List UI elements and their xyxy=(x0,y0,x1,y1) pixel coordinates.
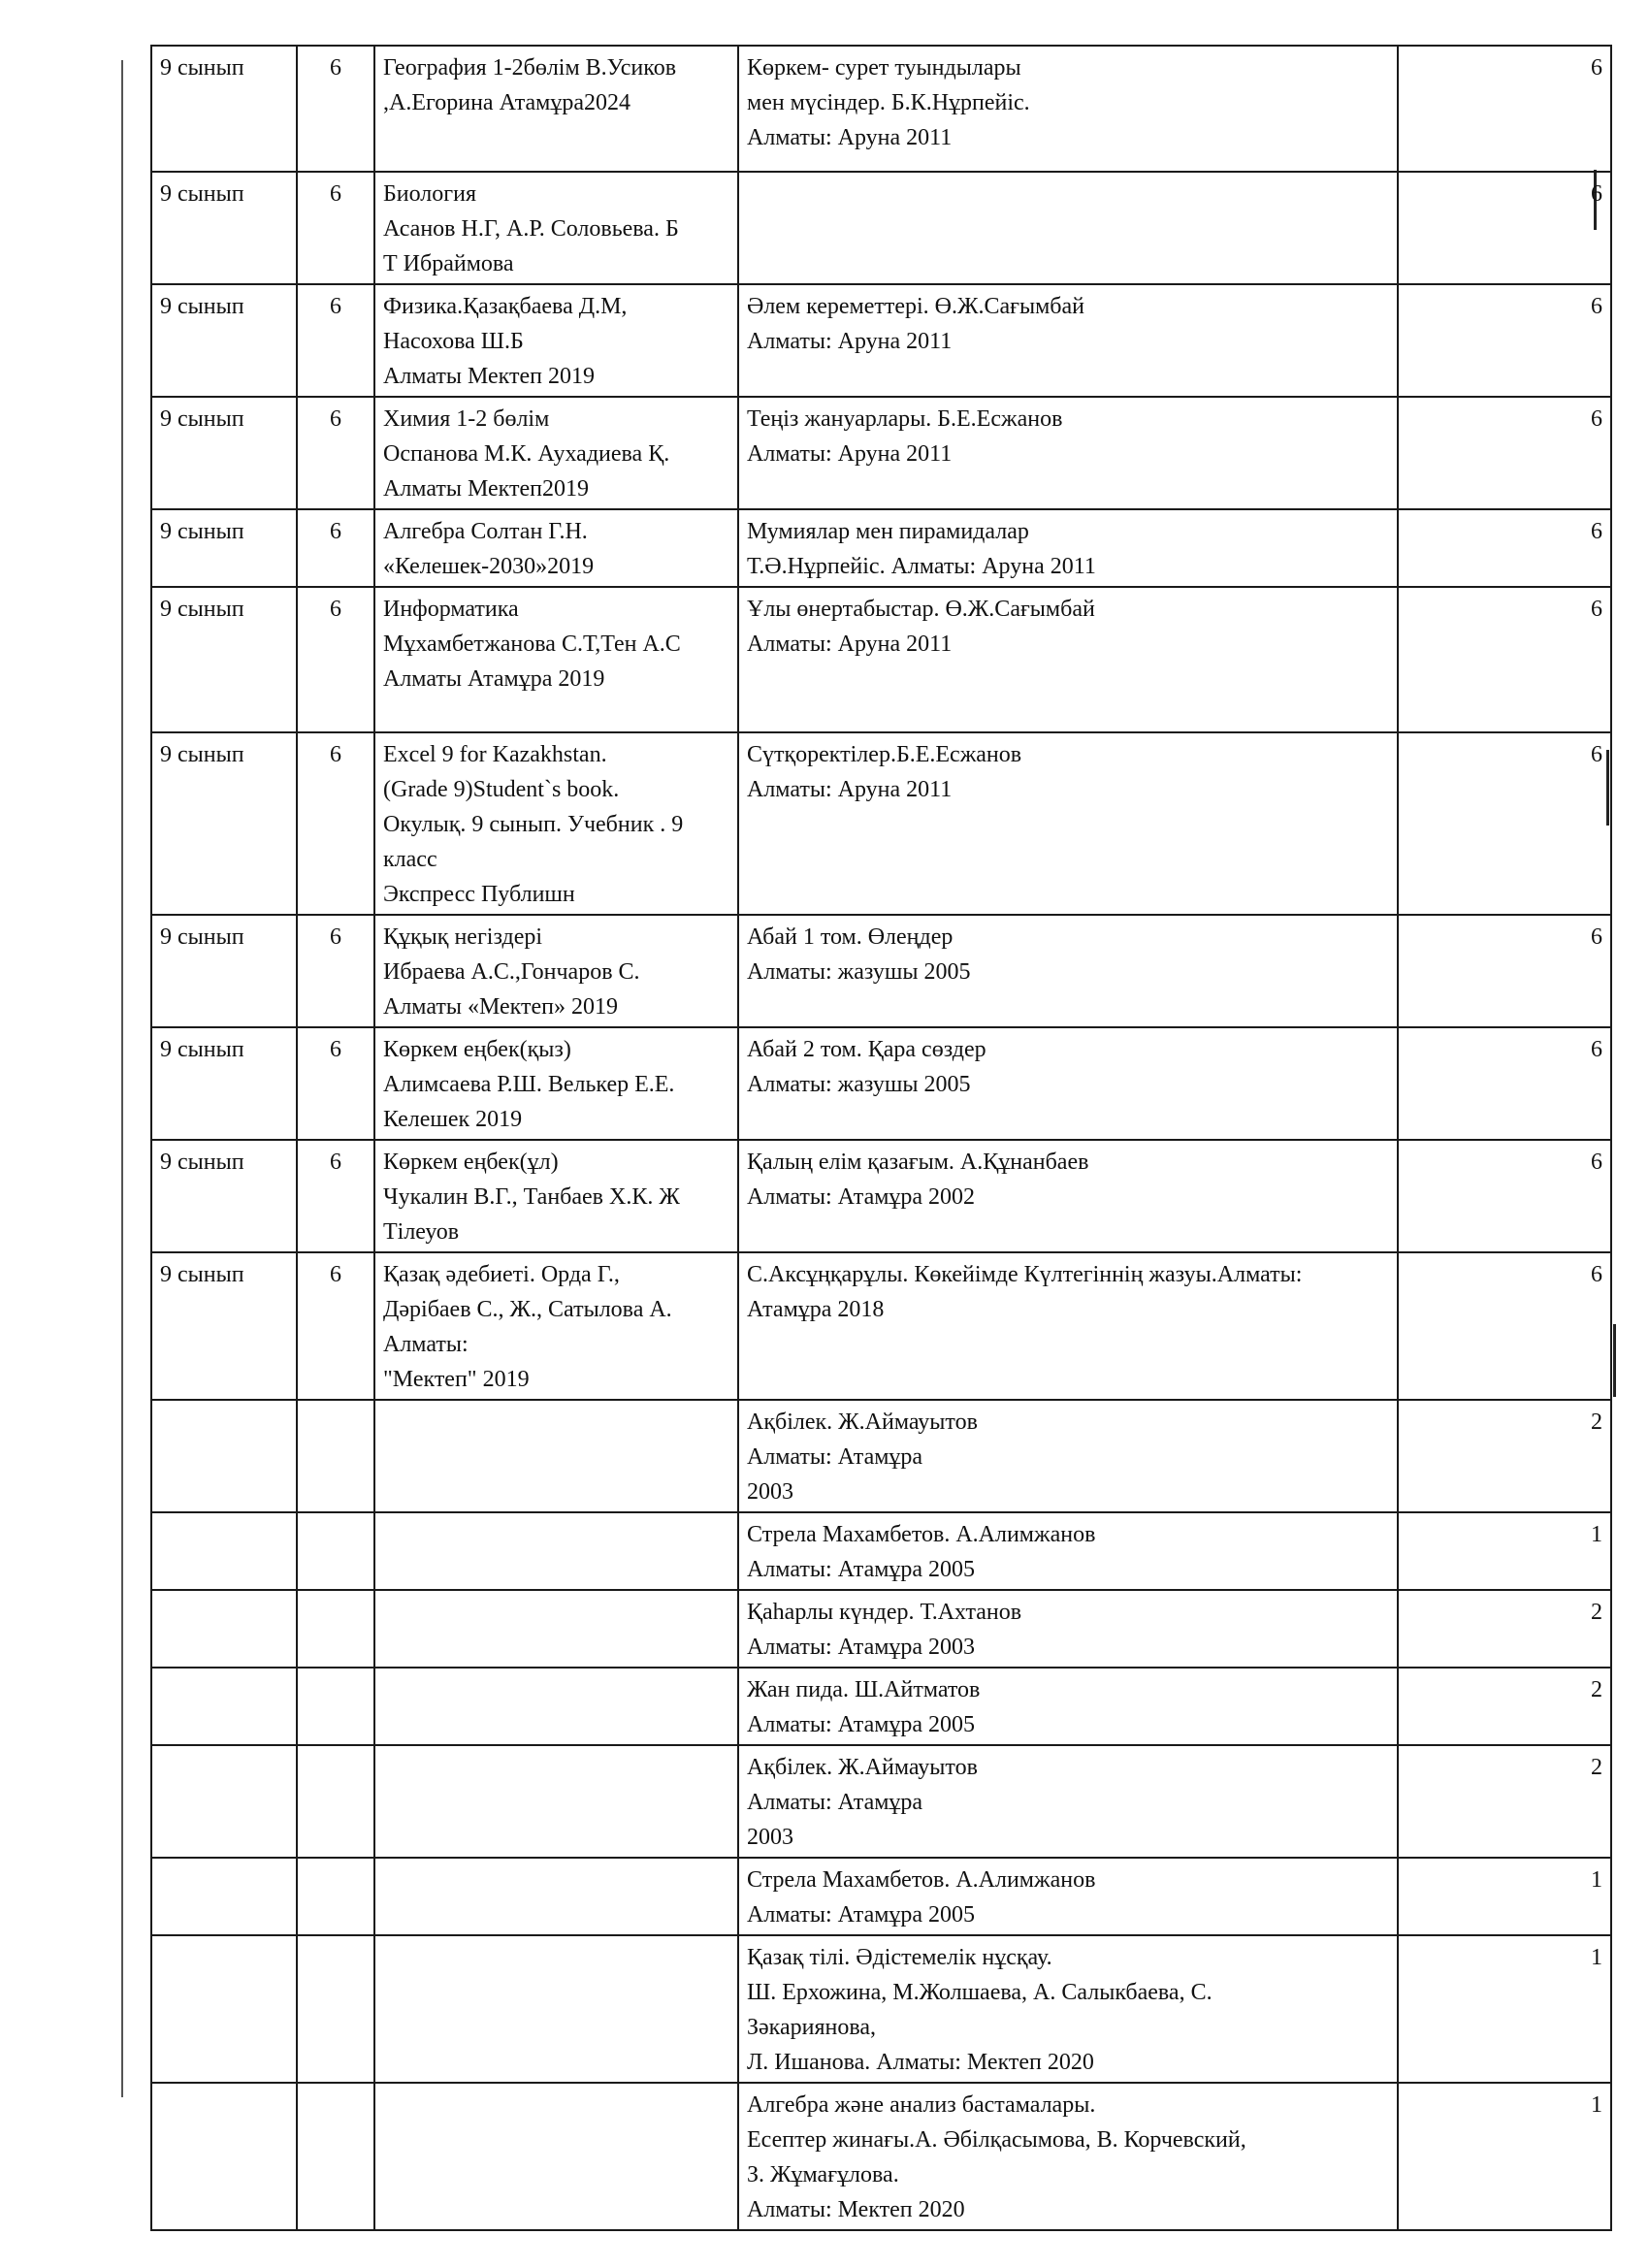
textbook-line: Алгебра Солтан Г.Н. xyxy=(383,519,588,544)
textbook-line: Информатика xyxy=(383,597,519,622)
literature-line: Т.Ә.Нұрпейіс. Алматы: Аруна 2011 xyxy=(747,554,1096,579)
textbook-cell xyxy=(374,1512,738,1590)
literature-line: Алматы: жазушы 2005 xyxy=(747,959,971,985)
table-row xyxy=(151,1935,1611,2083)
textbook-line: Насохова Ш.Б xyxy=(383,329,524,354)
textbook-line: «Келешек-2030»2019 xyxy=(383,554,595,579)
count-cell: 1 xyxy=(1398,1512,1611,1590)
count-cell: 2 xyxy=(1398,1590,1611,1668)
textbook-line: Алматы Мектеп2019 xyxy=(383,476,589,502)
class-cell: 9 сынып xyxy=(151,284,297,397)
literature-line: С.Аксұңқарұлы. Көкейімде Күлтегіннің жазуы.Алматы: xyxy=(747,1262,1303,1287)
textbook-line: (Grade 9)Student`s book. xyxy=(383,777,620,802)
textbook-line: класс xyxy=(383,847,437,872)
table-row xyxy=(151,509,1611,587)
textbook-line: Алматы «Мектеп» 2019 xyxy=(383,994,618,1020)
class-cell: 9 сынып xyxy=(151,397,297,509)
literature-line: Абай 2 том. Қара сөздер xyxy=(747,1037,986,1062)
count-cell: 6 xyxy=(1398,172,1611,284)
table-row xyxy=(151,1512,1611,1590)
textbook-line: Чукалин В.Г., Танбаев Х.К. Ж xyxy=(383,1184,680,1210)
textbook-cell xyxy=(374,284,738,397)
literature-cell xyxy=(738,284,1398,397)
literature-cell xyxy=(738,1858,1398,1935)
literature-cell xyxy=(738,1027,1398,1140)
table-body xyxy=(151,46,1611,2230)
literature-line: Көркем- сурет туындылары xyxy=(747,55,1021,81)
literature-line: Алгебра және анализ бастамалары. xyxy=(747,2092,1096,2118)
quantity-cell: 6 xyxy=(297,284,374,397)
quantity-cell: 6 xyxy=(297,587,374,732)
class-cell xyxy=(151,1668,297,1745)
literature-line: 2003 xyxy=(747,1479,793,1505)
table-row xyxy=(151,46,1611,172)
quantity-cell: 6 xyxy=(297,509,374,587)
textbook-cell xyxy=(374,587,738,732)
table-row xyxy=(151,1858,1611,1935)
textbook-line: Асанов Н.Г, А.Р. Соловьева. Б xyxy=(383,216,679,242)
quantity-cell xyxy=(297,1668,374,1745)
literature-cell xyxy=(738,1512,1398,1590)
table-row xyxy=(151,915,1611,1027)
literature-line: Л. Ишанова. Алматы: Мектеп 2020 xyxy=(747,2050,1094,2075)
literature-cell xyxy=(738,2083,1398,2230)
table-row xyxy=(151,1140,1611,1252)
table-row xyxy=(151,1745,1611,1858)
class-cell: 9 сынып xyxy=(151,46,297,172)
literature-cell xyxy=(738,915,1398,1027)
quantity-cell: 6 xyxy=(297,397,374,509)
table-row xyxy=(151,284,1611,397)
textbook-line: Алматы Мектеп 2019 xyxy=(383,364,595,389)
literature-line: Ұлы өнертабыстар. Ө.Ж.Сағымбай xyxy=(747,597,1095,622)
literature-cell xyxy=(738,1745,1398,1858)
quantity-cell xyxy=(297,1512,374,1590)
class-cell xyxy=(151,1858,297,1935)
count-cell: 1 xyxy=(1398,1935,1611,2083)
table-row xyxy=(151,397,1611,509)
literature-line: Алматы: Атамұра 2005 xyxy=(747,1712,976,1737)
class-cell: 9 сынып xyxy=(151,509,297,587)
quantity-cell xyxy=(297,1858,374,1935)
literature-cell xyxy=(738,509,1398,587)
table-row xyxy=(151,587,1611,732)
literature-line: Стрела Махамбетов. А.Алимжанов xyxy=(747,1522,1096,1547)
literature-line: Алматы: Атамұра xyxy=(747,1444,923,1470)
literature-line: Сүтқоректілер.Б.Е.Есжанов xyxy=(747,742,1022,767)
textbook-line: Мұхамбетжанова С.Т,Тен А.С xyxy=(383,632,681,657)
literature-line: Қаһарлы күндер. Т.Ахтанов xyxy=(747,1600,1022,1625)
textbook-cell xyxy=(374,1252,738,1400)
literature-line: Ақбілек. Ж.Аймауытов xyxy=(747,1409,978,1435)
count-cell: 6 xyxy=(1398,397,1611,509)
textbook-cell xyxy=(374,46,738,172)
quantity-cell xyxy=(297,1590,374,1668)
literature-line: Ақбілек. Ж.Аймауытов xyxy=(747,1755,978,1780)
textbook-cell xyxy=(374,732,738,915)
class-cell xyxy=(151,1512,297,1590)
literature-line: Қалың елім қазағым. А.Құнанбаев xyxy=(747,1150,1089,1175)
textbook-line: Т Ибраймова xyxy=(383,251,514,276)
textbook-line: Экспресс Публишн xyxy=(383,882,575,907)
textbook-line: Келешек 2019 xyxy=(383,1107,523,1132)
literature-line: Қазақ тілі. Әдістемелік нұсқау. xyxy=(747,1945,1052,1970)
class-cell xyxy=(151,1935,297,2083)
textbook-line: Оспанова М.К. Аухадиева Қ. xyxy=(383,441,670,467)
textbook-line: Физика.Қазақбаева Д.М, xyxy=(383,294,628,319)
class-cell: 9 сынып xyxy=(151,587,297,732)
literature-line: Абай 1 том. Өлеңдер xyxy=(747,924,954,950)
count-cell: 2 xyxy=(1398,1400,1611,1512)
textbook-cell xyxy=(374,1745,738,1858)
textbook-cell xyxy=(374,1858,738,1935)
class-cell xyxy=(151,1590,297,1668)
literature-line: Алматы: Мектеп 2020 xyxy=(747,2197,965,2222)
quantity-cell: 6 xyxy=(297,46,374,172)
count-cell: 6 xyxy=(1398,1027,1611,1140)
count-cell: 6 xyxy=(1398,915,1611,1027)
count-cell: 6 xyxy=(1398,1140,1611,1252)
literature-cell xyxy=(738,1140,1398,1252)
literature-line: Алматы: Аруна 2011 xyxy=(747,329,953,354)
textbook-cell xyxy=(374,1140,738,1252)
literature-line: Алматы: Аруна 2011 xyxy=(747,441,953,467)
class-cell: 9 сынып xyxy=(151,1252,297,1400)
textbook-line: Қазақ әдебиеті. Орда Г., xyxy=(383,1262,620,1287)
quantity-cell: 6 xyxy=(297,732,374,915)
table-row xyxy=(151,732,1611,915)
count-cell: 6 xyxy=(1398,284,1611,397)
literature-cell xyxy=(738,1590,1398,1668)
literature-line: Зәкариянова, xyxy=(747,2015,877,2040)
literature-line: Атамұра 2018 xyxy=(747,1297,885,1322)
textbook-cell xyxy=(374,172,738,284)
table-row xyxy=(151,1027,1611,1140)
class-cell: 9 сынып xyxy=(151,1140,297,1252)
table-row xyxy=(151,2083,1611,2230)
literature-cell xyxy=(738,397,1398,509)
textbook-line: Тілеуов xyxy=(383,1219,460,1245)
literature-line: Алматы: жазушы 2005 xyxy=(747,1072,971,1097)
table-row xyxy=(151,172,1611,284)
count-cell: 6 xyxy=(1398,46,1611,172)
literature-line: Алматы: Аруна 2011 xyxy=(747,777,953,802)
textbook-line: Ибраева А.С.,Гончаров С. xyxy=(383,959,640,985)
class-cell xyxy=(151,1400,297,1512)
literature-line: Стрела Махамбетов. А.Алимжанов xyxy=(747,1867,1096,1893)
textbook-line: Көркем еңбек(қыз) xyxy=(383,1037,571,1062)
literature-cell xyxy=(738,587,1398,732)
count-cell: 1 xyxy=(1398,1858,1611,1935)
textbook-line: География 1-2бөлім В.Усиков xyxy=(383,55,677,81)
literature-line: Алматы: Атамұра 2005 xyxy=(747,1902,976,1928)
quantity-cell xyxy=(297,1400,374,1512)
literature-cell xyxy=(738,1252,1398,1400)
quantity-cell: 6 xyxy=(297,915,374,1027)
textbook-line: Алматы: xyxy=(383,1332,469,1357)
literature-line: Әлем кереметтері. Ө.Ж.Сағымбай xyxy=(747,294,1085,319)
textbook-cell xyxy=(374,1027,738,1140)
literature-cell xyxy=(738,1935,1398,2083)
literature-line: Мумиялар мен пирамидалар xyxy=(747,519,1029,544)
class-cell xyxy=(151,1745,297,1858)
literature-line: Алматы: Атамұра 2003 xyxy=(747,1635,976,1660)
quantity-cell xyxy=(297,2083,374,2230)
textbook-line: Биология xyxy=(383,181,477,207)
class-cell: 9 сынып xyxy=(151,1027,297,1140)
textbook-cell xyxy=(374,1668,738,1745)
literature-line: Алматы: Аруна 2011 xyxy=(747,632,953,657)
literature-register-table xyxy=(150,45,1612,2231)
table-row xyxy=(151,1252,1611,1400)
literature-line: Теңіз жануарлары. Б.Е.Есжанов xyxy=(747,406,1063,432)
quantity-cell: 6 xyxy=(297,1027,374,1140)
literature-line: Ш. Ерхожина, М.Жолшаева, А. Салыкбаева, С. xyxy=(747,1980,1212,2005)
textbook-cell xyxy=(374,2083,738,2230)
textbook-line: Алматы Атамұра 2019 xyxy=(383,666,605,692)
literature-line: Алматы: Аруна 2011 xyxy=(747,125,953,150)
count-cell: 6 xyxy=(1398,509,1611,587)
textbook-cell xyxy=(374,1590,738,1668)
textbook-cell xyxy=(374,397,738,509)
literature-line: Есептер жинағы.А. Әбілқасымова, В. Корчевский, xyxy=(747,2127,1246,2153)
textbook-cell xyxy=(374,1400,738,1512)
class-cell: 9 сынып xyxy=(151,915,297,1027)
textbook-line: Excel 9 for Kazakhstan. xyxy=(383,742,607,767)
page-margin-line xyxy=(121,60,123,2097)
count-cell: 2 xyxy=(1398,1745,1611,1858)
table-row xyxy=(151,1668,1611,1745)
class-cell: 9 сынып xyxy=(151,732,297,915)
textbook-cell xyxy=(374,509,738,587)
quantity-cell xyxy=(297,1935,374,2083)
textbook-line: Көркем еңбек(ұл) xyxy=(383,1150,559,1175)
literature-line: Алматы: Атамұра xyxy=(747,1790,923,1815)
textbook-line: Құқық негіздері xyxy=(383,924,543,950)
literature-line: Алматы: Атамұра 2002 xyxy=(747,1184,976,1210)
table-row xyxy=(151,1400,1611,1512)
textbook-cell xyxy=(374,915,738,1027)
textbook-line: Алимсаева Р.Ш. Велькер Е.Е. xyxy=(383,1072,675,1097)
textbook-line: Химия 1-2 бөлім xyxy=(383,406,550,432)
count-cell: 1 xyxy=(1398,2083,1611,2230)
literature-cell xyxy=(738,732,1398,915)
class-cell: 9 сынып xyxy=(151,172,297,284)
literature-cell xyxy=(738,1400,1398,1512)
scan-mark-3 xyxy=(1613,1324,1616,1397)
textbook-cell xyxy=(374,1935,738,2083)
literature-line: мен мүсіндер. Б.К.Нұрпейіс. xyxy=(747,90,1030,115)
count-cell: 6 xyxy=(1398,587,1611,732)
count-cell: 6 xyxy=(1398,732,1611,915)
literature-line: Алматы: Атамұра 2005 xyxy=(747,1557,976,1582)
literature-line: 2003 xyxy=(747,1825,793,1850)
literature-line: Жан пида. Ш.Айтматов xyxy=(747,1677,981,1702)
class-cell xyxy=(151,2083,297,2230)
quantity-cell: 6 xyxy=(297,172,374,284)
count-cell: 6 xyxy=(1398,1252,1611,1400)
quantity-cell: 6 xyxy=(297,1252,374,1400)
literature-cell xyxy=(738,46,1398,172)
textbook-line: "Мектеп" 2019 xyxy=(383,1367,530,1392)
literature-line: З. Жұмағұлова. xyxy=(747,2162,899,2187)
literature-cell xyxy=(738,1668,1398,1745)
count-cell: 2 xyxy=(1398,1668,1611,1745)
textbook-line: Дәрібаев С., Ж., Сатылова А. xyxy=(383,1297,672,1322)
quantity-cell: 6 xyxy=(297,1140,374,1252)
table-row xyxy=(151,1590,1611,1668)
literature-cell xyxy=(738,172,1398,284)
quantity-cell xyxy=(297,1745,374,1858)
textbook-line: Окулық. 9 сынып. Учебник . 9 xyxy=(383,812,684,837)
textbook-line: ,А.Егорина Атамұра2024 xyxy=(383,90,630,115)
